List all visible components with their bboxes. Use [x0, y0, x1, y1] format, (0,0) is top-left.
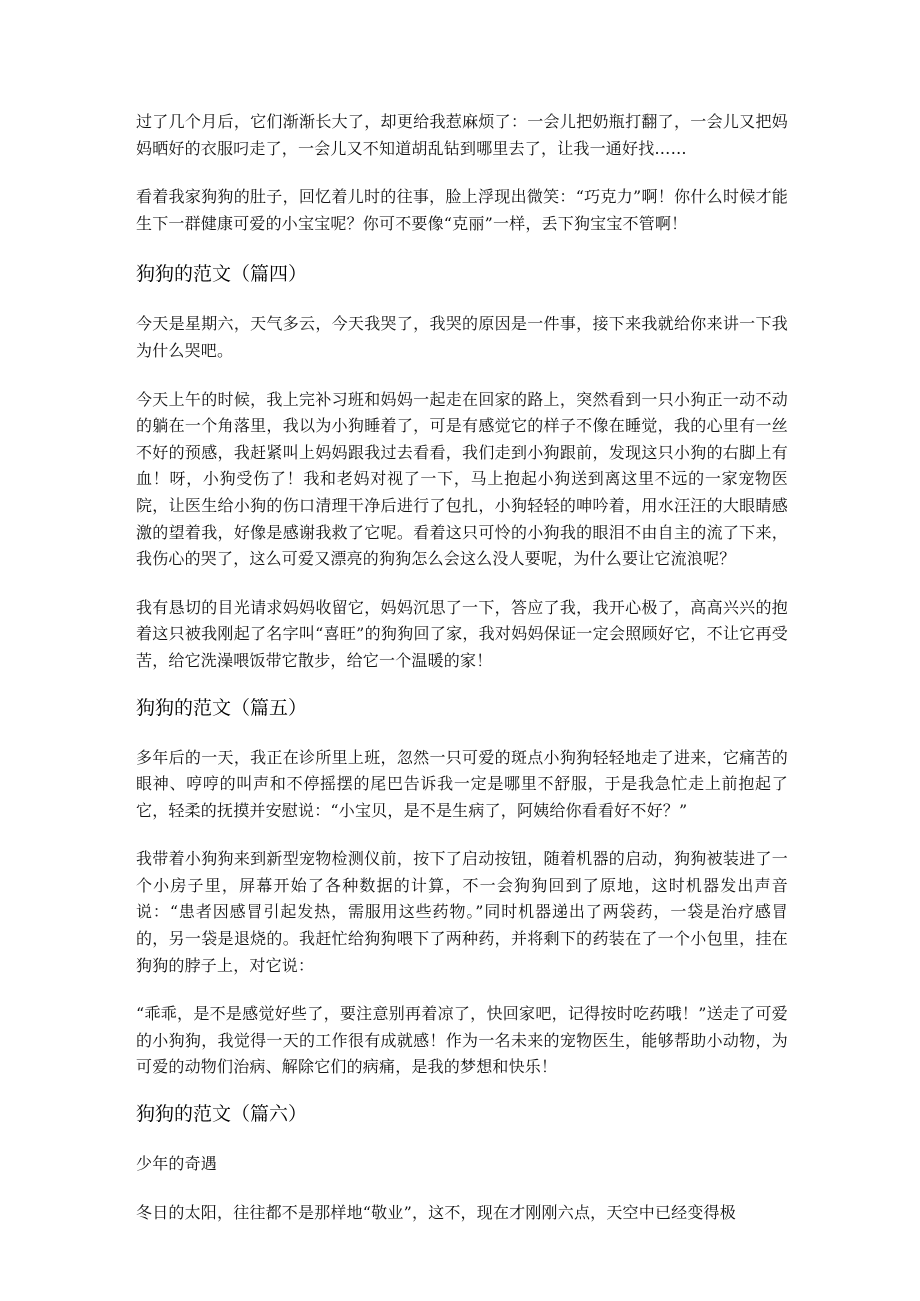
document-body — [136, 109, 788, 1248]
paragraph: 多年后的一天，我正在诊所里上班，忽然一只可爱的斑点小狗狗轻轻地走了进来，它痛苦的眼神、哼哼的叫声和不停摇摆的尾巴告诉我一定是哪里不舒服，于是我急忙走上前抱起了它，轻柔的抚摸并安慰说：“小宝贝，是不是生病了，阿姨给你看看好不好？” — [136, 747, 788, 820]
paragraph: “乖乖，是不是感觉好些了，要注意别再着凉了，快回家吧，记得按时吃药哦！”送走了可爱的小狗狗，我觉得一天的工作很有成就感！作为一名未来的宠物医生，能够帮助小动物，为可爱的动物们治病、解除它们的病痛，是我的梦想和快乐！ — [136, 1004, 788, 1077]
paragraph: 过了几个月后，它们渐渐长大了，却更给我惹麻烦了：一会儿把奶瓶打翻了，一会儿又把妈妈晒好的衣服叼走了，一会儿又不知道胡乱钻到哪里去了，让我一通好找…… — [136, 112, 788, 158]
paragraph: 看着我家狗狗的肚子，回忆着儿时的往事，脸上浮现出微笑：“巧克力”啊！你什么时候才能生下一群健康可爱的小宝宝呢？你可不要像“克丽”一样，丢下狗宝宝不管啊！ — [136, 187, 788, 233]
paragraph: 我有恳切的目光请求妈妈收留它，妈妈沉思了一下，答应了我，我开心极了，高高兴兴的抱着这只被我刚起了名字叫“喜旺”的狗狗回了家，我对妈妈保证一定会照顾好它，不让它再受苦，给它洗澡喂饭带它散步，给它一个温暖的家！ — [136, 597, 788, 670]
paragraph: 今天是星期六，天气多云，今天我哭了，我哭的原因是一件事，接下来我就给你来讲一下我为什么哭吧。 — [136, 314, 788, 360]
paragraph: 今天上午的时候，我上完补习班和妈妈一起走在回家的路上，突然看到一只小狗正一动不动的躺在一个角落里，我以为小狗睡着了，可是有感觉它的样子不像在睡觉，我的心里有一丝不好的预感，我赶紧叫上妈妈跟我过去看看，我们走到小狗跟前，发现这只小狗的右脚上有血！呀，小狗受伤了！我和老妈对视了一下，马上抱起小狗送到离这里不远的一家宠物医院，让医生给小狗的伤口清理干净后进行了包扎，小狗轻轻的呻吟着，用水汪汪的大眼睛感激的望着我，好像是感谢我救了它呢。看着这只可怜的小狗我的眼泪不由自主的流了下来，我伤心的哭了，这么可爱又漂亮的狗狗怎么会这么没人要呢，为什么要让它流浪呢？ — [136, 389, 788, 569]
section-heading-5: 狗狗的范文（篇五） — [136, 696, 308, 719]
section-heading-4: 狗狗的范文（篇四） — [136, 263, 308, 286]
section-heading-6: 狗狗的范文（篇六） — [136, 1103, 308, 1126]
subtitle: 少年的奇遇 — [136, 1154, 218, 1174]
paragraph: 冬日的太阳，往往都不是那样地“敬业”，这不，现在才刚刚六点，天空中已经变得极 — [136, 1202, 736, 1222]
paragraph: 我带着小狗狗来到新型宠物检测仪前，按下了启动按钮，随着机器的启动，狗狗被装进了一个小房子里，屏幕开始了各种数据的计算，不一会狗狗回到了原地，这时机器发出声音说：“患者因感冒引起发热，需服用这些药物。”同时机器递出了两袋药，一袋是治疗感冒的，另一袋是退烧的。我赶忙给狗狗喂下了两种药，并将剩下的药装在了一个小包里，挂在狗狗的脖子上，对它说： — [136, 849, 788, 975]
